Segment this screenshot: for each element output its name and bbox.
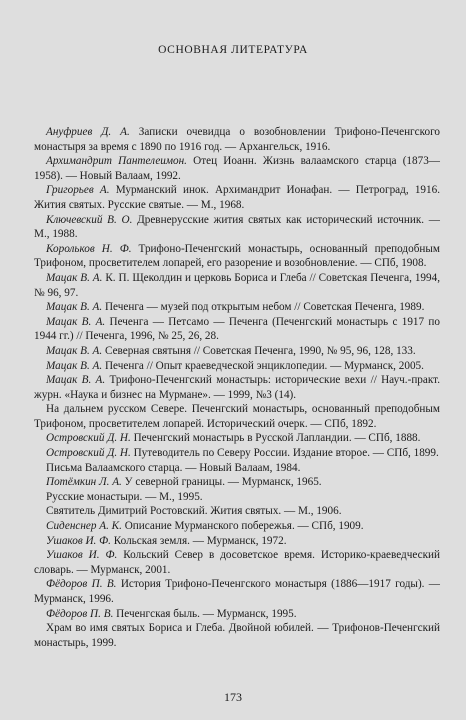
bibliography-entry	[34, 621, 440, 650]
section-heading: ОСНОВНАЯ ЛИТЕРАТУРА	[158, 44, 308, 56]
entry-author: Ануфриев Д. А.	[46, 126, 130, 138]
entry-author: Ушаков И. Ф.	[46, 549, 118, 562]
bibliography-entry	[34, 577, 440, 606]
entry-text: Древнерусские жития святых как исторический источник. — М., 1988.	[34, 213, 440, 241]
entry-text: Печенга // Опыт краеведческой энциклопедии. — Мурманск, 2005.	[102, 359, 424, 372]
bibliography-entry	[34, 125, 440, 154]
page-number: 173	[224, 690, 242, 704]
entry-author: Мацак В. А.	[46, 301, 103, 314]
entry-text: Мурманский инок. Архимандрит Ионафан. — Петроград, 1916. Жития святых. Русские святые. — М., 1968.	[34, 184, 440, 211]
entry-author: Фёдоров П. В.	[46, 578, 117, 591]
entry-text: Кольский Север в досоветское время. Историко-краеведческий словарь. — Мурманск, 2001.	[34, 549, 440, 576]
bibliography-entry	[34, 607, 440, 622]
bibliography-entry	[34, 402, 440, 431]
bibliography-entry	[34, 242, 440, 271]
entry-text: Храм во имя святых Бориса и Глеба. Двойной юбилей. — Трифонов-Печенгский монастырь, 1999.	[34, 622, 440, 649]
entry-text: Печенгский монастырь в Русской Лапландии. — СПб, 1888.	[130, 432, 421, 445]
entry-text: Путеводитель по Северу России. Издание второе. — СПб, 1899.	[130, 447, 439, 460]
bibliography-entry	[34, 475, 440, 490]
entry-text: Святитель Димитрий Ростовский. Жития святых. — М., 1906.	[46, 505, 342, 518]
entry-author: Архимандрит Пантелеимон.	[46, 155, 187, 168]
entry-author: Мацак В. А.	[46, 315, 106, 328]
entry-author: Сиденснер А. К.	[46, 520, 122, 533]
bibliography-entry	[34, 344, 440, 359]
bibliography-entry	[34, 461, 440, 476]
bibliography-entry	[34, 315, 440, 344]
entry-author: Ушаков И. Ф.	[46, 534, 111, 547]
entry-text: Русские монастыри. — М., 1995.	[46, 490, 203, 503]
entry-author: Потёмкин Л. А.	[46, 476, 122, 489]
bibliography-entry	[34, 183, 440, 212]
entry-text: Трифоно-Печенгский монастырь, основанный преподобным Трифоном, просветителем лопарей, его разорение и возобновление. — СПб, 1908.	[34, 242, 440, 270]
entry-text: Трифоно-Печенгский монастырь: исторические вехи // Науч.-практ. журн. «Наука и бизнес на Мурмане». — 1999, №3 (14).	[34, 374, 440, 401]
entry-author: Фёдоров П. В.	[46, 607, 114, 620]
bibliography-entry	[34, 548, 440, 577]
entry-author: Корольков Н. Ф.	[46, 242, 132, 255]
entry-author: Мацак В. А.	[46, 359, 103, 372]
entry-text: Северная святыня // Советская Печенга, 1990, № 95, 96, 128, 133.	[102, 344, 416, 357]
entry-text: Печенга — Петсамо — Печенга (Печенгский монастырь с 1917 по 1944 гг.) // Печенга, 1996, № 25, 26, 28.	[34, 315, 441, 343]
entry-author: Григорьев А.	[46, 184, 110, 197]
entry-author: Мацак В. А.	[46, 374, 106, 387]
entry-author: Мацак В. А.	[46, 344, 103, 357]
bibliography-entry	[34, 213, 440, 242]
entry-author: Ключевский В. О.	[46, 213, 133, 226]
bibliography-entry	[34, 359, 440, 374]
bibliography-entry	[34, 446, 440, 461]
bibliography-entry	[34, 154, 440, 183]
entry-text: Письма Валаамского старца. — Новый Валаам, 1984.	[46, 461, 301, 474]
entry-text: Печенгская быль. — Мурманск, 1995.	[113, 607, 297, 620]
bibliography-list	[34, 125, 440, 650]
bibliography-entry	[34, 271, 440, 300]
bibliography-entry	[34, 519, 440, 534]
bibliography-entry	[34, 504, 440, 519]
bibliography-entry	[34, 431, 440, 446]
bibliography-entry	[34, 300, 440, 315]
bibliography-entry	[34, 534, 440, 549]
bibliography-entry	[34, 373, 440, 402]
entry-text: Описание Мурманского побережья. — СПб, 1909.	[121, 520, 364, 533]
entry-author: Мацак В. А.	[46, 271, 103, 284]
entry-text: На дальнем русском Севере. Печенгский монастырь, основанный преподобным Трифоном, просветителем лопарей. Исторический очерк. — СПб, 1892.	[34, 403, 440, 430]
entry-text: История Трифоно-Печенгского монастыря (1886—1917 годы). — Мурманск, 1996.	[34, 578, 440, 605]
entry-text: У северной границы. — Мурманск, 1965.	[121, 476, 322, 489]
entry-author: Островский Д. Н.	[46, 447, 131, 460]
entry-author: Островский Д. Н.	[46, 432, 131, 445]
entry-text: Печенга — музей под открытым небом // Советская Печенга, 1989.	[102, 301, 425, 314]
entry-text: К. П. Щеколдин и церковь Бориса и Глеба // Советская Печенга, 1994, № 96, 97.	[34, 271, 440, 299]
entry-text: Записки очевидца о возобновлении Трифоно-Печенгского монастыря за время с 1890 по 1916 год. — Архангельск, 1916.	[34, 126, 440, 153]
bibliography-entry	[34, 490, 440, 505]
entry-text: Отец Иоанн. Жизнь валаамского старца (1873—1958). — Новый Валаам, 1992.	[34, 155, 440, 182]
entry-text: Кольская земля. — Мурманск, 1972.	[110, 534, 287, 547]
